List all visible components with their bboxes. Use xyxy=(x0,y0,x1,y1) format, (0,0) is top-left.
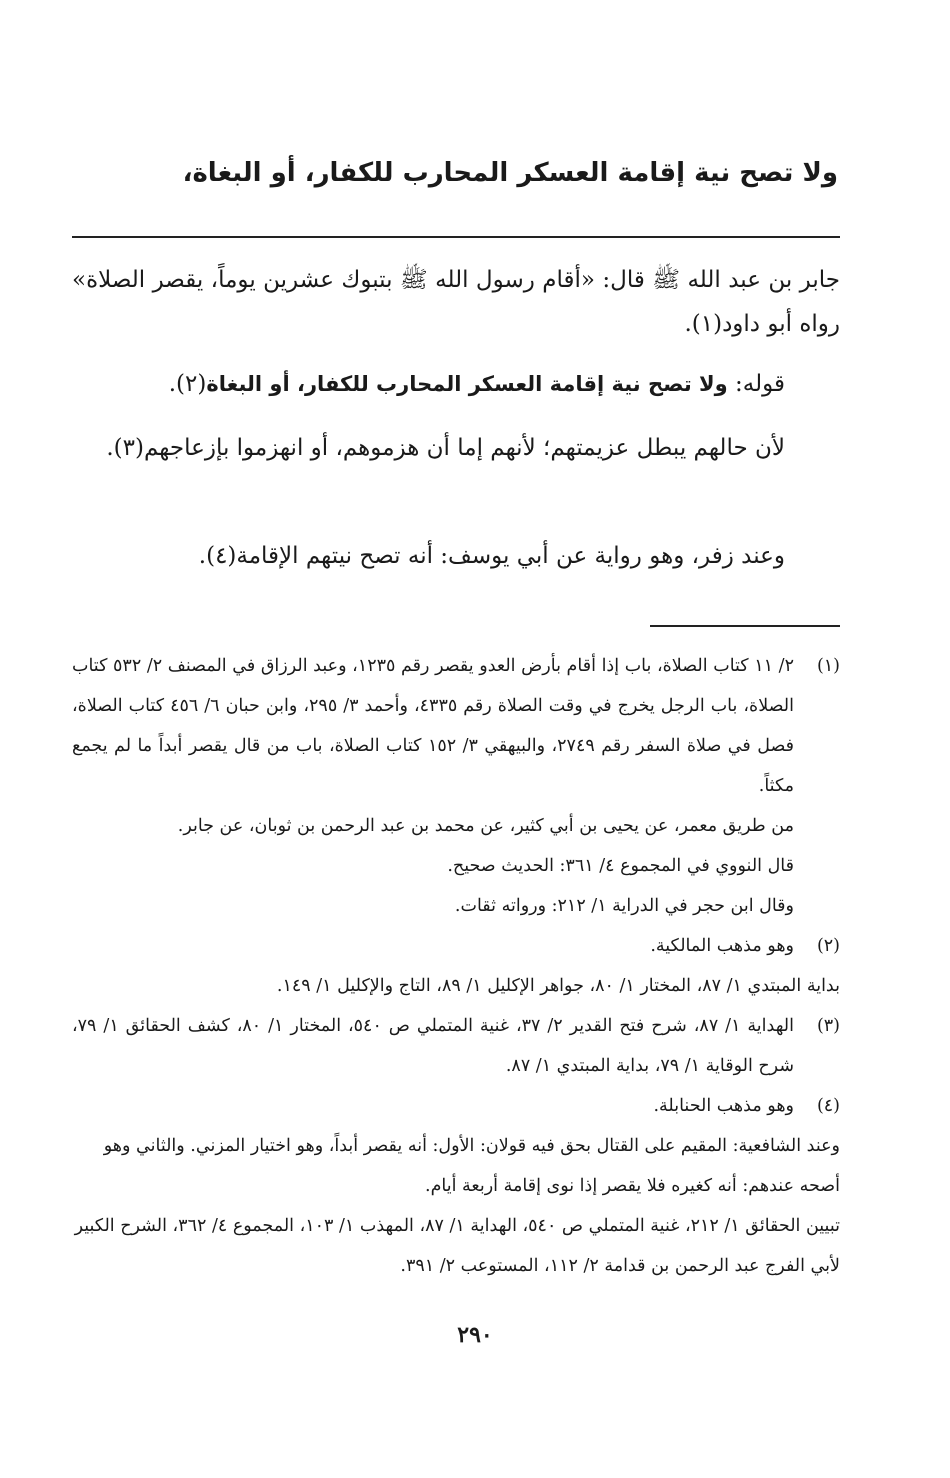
footnote-4 xyxy=(72,1086,840,1126)
footnote-2 xyxy=(72,926,840,966)
page-number: ٢٩٠ xyxy=(457,1322,493,1348)
footnote-number: (٢) xyxy=(816,936,840,956)
footnote-2-sources: بداية المبتدي ١/ ٨٧، المختار ١/ ٨٠، جواهر الإكليل ١/ ٨٩، التاج والإكليل ١/ ١٤٩. xyxy=(276,976,840,996)
footnote-1-grading-ibn-hajar: وقال ابن حجر في الدراية ١/ ٢١٢: ورواته ثقات. xyxy=(454,896,794,916)
footnote-text: الهداية ١/ ٨٧، شرح فتح القدير ٢/ ٣٧، غنية المتملي ص ٥٤٠، المختار ١/ ٨٠، كشف الحقائق ١/ ٧٩، شرح الوقاية ١/ ٧٩، بداية المبتدي ١/ ٨٧. xyxy=(72,1016,794,1076)
body-paragraph-4: وعند زفر، وهو رواية عن أبي يوسف: أنه تصح نيتهم الإقامة(٤). xyxy=(198,543,785,569)
quote-prefix: قوله: xyxy=(735,371,785,397)
body-paragraph-1: جابر بن عبد الله ﷺ قال: «أقام رسول الله ﷺ بتبوك عشرين يوماً، يقصر الصلاة» رواه أبو داود(١). xyxy=(72,267,840,337)
footnote-number: (٤) xyxy=(816,1096,840,1116)
footnote-4-shafii: وعند الشافعية: المقيم على القتال بحق فيه قولان: الأول: أنه يقصر أبداً، وهو اختيار المزني. والثاني وهو أصحه عندهم: أنه كغيره فلا يقصر إذا نوى إقامة أربعة أيام. xyxy=(103,1136,840,1196)
header-divider xyxy=(72,236,840,238)
footnote-1 xyxy=(72,646,840,806)
footnote-1-grading-nawawi: قال النووي في المجموع ٤/ ٣٦١: الحديث صحيح. xyxy=(447,856,794,876)
footnote-divider xyxy=(650,625,840,627)
footnote-text: وهو مذهب الحنابلة. xyxy=(653,1096,794,1116)
quoted-matn: ولا تصح نية إقامة العسكر المحارب للكفار، أو البغاة xyxy=(206,372,728,396)
footnote-3 xyxy=(72,1006,840,1086)
running-header: ولا تصح نية إقامة العسكر المحارب للكفار، أو البغاة، xyxy=(182,158,838,188)
body-paragraph-2 xyxy=(72,362,840,406)
body-paragraph-3: لأن حالهم يبطل عزيمتهم؛ لأنهم إما أن هزموهم، أو انهزموا بإزعاجهم(٣). xyxy=(106,435,785,461)
footnote-4-sources: تبيين الحقائق ١/ ٢١٢، غنية المتملي ص ٥٤٠، الهداية ١/ ٨٧، المهذب ١/ ١٠٣، المجموع ٤/ ٣٦٢، الشرح الكبير لأبي الفرج عبد الرحمن بن قدامة ٢/ ١١٢، المستوعب ٢/ ٣٩١. xyxy=(74,1216,840,1276)
footnote-number: (٣) xyxy=(816,1016,840,1036)
footnote-ref-2: (٢). xyxy=(168,371,207,397)
footnote-text: ٢/ ١١ كتاب الصلاة، باب إذا أقام بأرض العدو يقصر رقم ١٢٣٥، وعبد الرزاق في المصنف ٢/ ٥٣٢ كتاب الصلاة، باب الرجل يخرج في وقت الصلاة رقم ٤٣٣٥، وأحمد ٣/ ٢٩٥، وابن حبان ٦/ ٤٥٦ كتاب الصلاة، فصل في صلاة السفر رقم ٢٧٤٩، والبيهقي ٣/ ١٥٢ كتاب الصلاة، باب من قال يقصر أبداً ما لم يجمع مكثاً. xyxy=(72,656,795,796)
footnote-number: (١) xyxy=(816,656,840,676)
footnote-text: وهو مذهب المالكية. xyxy=(650,936,794,956)
footnote-1-chain: من طريق معمر، عن يحيى بن أبي كثير، عن محمد بن عبد الرحمن بن ثوبان، عن جابر. xyxy=(177,816,794,836)
footnotes xyxy=(72,646,840,1286)
